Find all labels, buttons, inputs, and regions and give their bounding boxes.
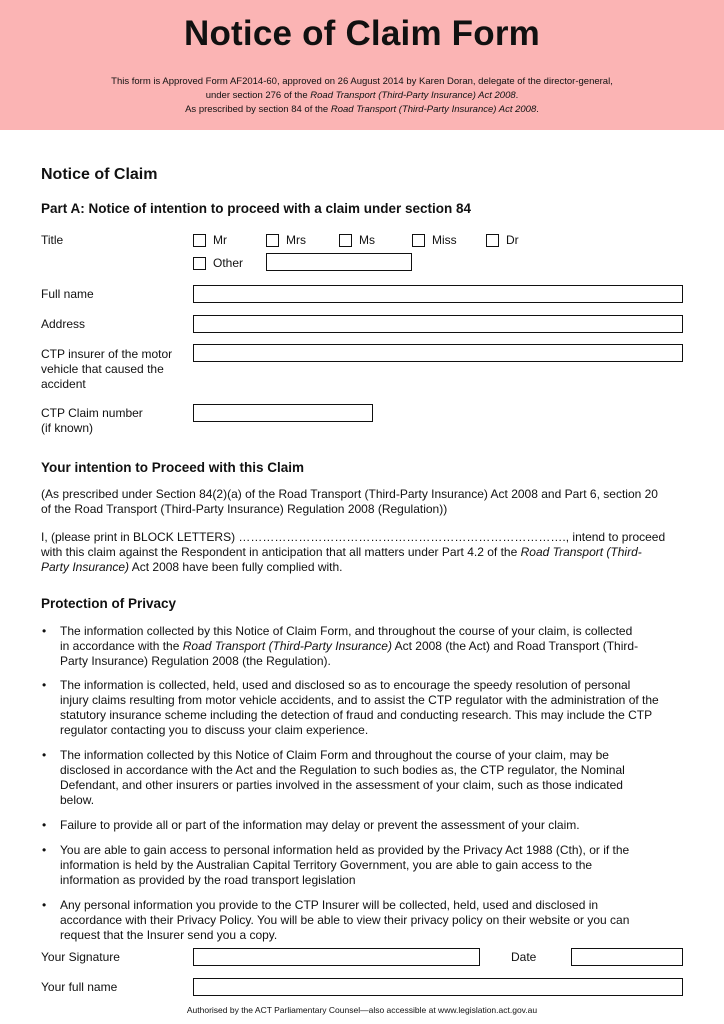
your-full-name-field[interactable] — [193, 978, 683, 996]
bullet-line: accordance with their Privacy Policy. You will be able to view their privacy policy on their website or you can — [60, 913, 630, 927]
your-full-name-label: Your full name — [41, 980, 118, 994]
title-mr-label: Mr — [213, 233, 227, 247]
ctp-insurer-label-line: accident — [41, 377, 86, 391]
paragraph-line: of the Road Transport (Third-Party Insurance) Regulation 2008 (Regulation)) — [41, 502, 448, 516]
bullet-text: in accordance with the — [60, 639, 183, 653]
bullet-line: Any personal information you provide to the CTP Insurer will be collected, held, used and disclosed in — [60, 898, 599, 912]
bullet-line: statutory insurance scheme including the detection of fraud and conducting research. This may include the CTP — [60, 708, 653, 722]
ctp-insurer-label-line: vehicle that caused the — [41, 362, 164, 376]
title-dr-checkbox[interactable] — [486, 234, 499, 247]
title-mrs-checkbox[interactable] — [266, 234, 279, 247]
claim-number-label-line: CTP Claim number — [41, 406, 143, 420]
bullet-line: disclosed in accordance with the Act and the Regulation to such bodies as, the CTP regulator, the Nominal — [60, 763, 625, 777]
title-label: Title — [41, 233, 64, 247]
section-276-line — [0, 89, 724, 103]
claim-number-label-line: (if known) — [41, 421, 94, 435]
bullet-line: The information collected by this Notice of Claim Form, and throughout the course of your claim, is collected — [60, 624, 633, 638]
privacy-heading: Protection of Privacy — [41, 596, 177, 611]
intention-paragraph-2 — [41, 530, 691, 575]
bullet-line: The information collected by this Notice of Claim Form and throughout the course of your claim, may be — [60, 748, 609, 762]
title-miss-label: Miss — [432, 233, 457, 247]
intention-paragraph-1 — [41, 487, 691, 517]
title-ms-checkbox[interactable] — [339, 234, 352, 247]
act-name: Road Transport (Third-Party Insurance) — [182, 639, 392, 653]
full-name-label: Full name — [41, 287, 94, 301]
signature-label: Your Signature — [41, 950, 120, 964]
title-mr-checkbox[interactable] — [193, 234, 206, 247]
act-name: Party Insurance) — [41, 560, 130, 574]
paragraph-text: with this claim against the Respondent in anticipation that all matters under Part 4.2 of the — [41, 545, 521, 559]
section-84-line — [0, 103, 724, 117]
bullet-line — [60, 639, 684, 654]
privacy-bullet-3 — [60, 748, 684, 808]
period: . — [536, 104, 539, 115]
bullet-line: regulator contacting you to discuss your claim experience. — [60, 723, 369, 737]
bullet-icon: • — [42, 898, 47, 912]
bullet-icon: • — [42, 748, 47, 762]
title-miss-checkbox[interactable] — [412, 234, 425, 247]
title-other-label: Other — [213, 256, 244, 270]
privacy-bullet-5 — [60, 843, 684, 888]
act-name: Road Transport (Third-Party Insurance) Act 2008 — [330, 104, 537, 115]
paragraph-line: I, (please print in BLOCK LETTERS) ………………………………………………………………………., intend to proceed — [41, 530, 666, 544]
act-name: Road Transport (Third-Party Insurance) Act 2008 — [310, 90, 516, 101]
ctp-insurer-field[interactable] — [193, 344, 683, 362]
address-label: Address — [41, 317, 86, 331]
form-header — [0, 0, 724, 130]
bullet-line: request that the Insurer send you a copy. — [60, 928, 278, 942]
date-label: Date — [511, 950, 537, 964]
signature-field[interactable] — [193, 948, 480, 966]
form-title: Notice of Claim Form — [184, 14, 540, 53]
privacy-bullet-1 — [60, 624, 684, 669]
bullet-line: You are able to gain access to personal information held as provided by the Privacy Act 1988 (Cth), or if the — [60, 843, 630, 857]
title-mrs-label: Mrs — [286, 233, 306, 247]
bullet-icon: • — [42, 678, 47, 692]
approval-line: This form is Approved Form AF2014-60, approved on 26 August 2014 by Karen Doran, delegate of the director-general, — [111, 76, 613, 87]
bullet-icon: • — [42, 843, 47, 857]
bullet-line: below. — [60, 793, 95, 807]
bullet-line: information as provided by the road transport legislation — [60, 873, 356, 887]
bullet-line: injury claims resulting from motor vehicle accidents, and to assist the CTP regulator with the administration of the — [60, 693, 659, 707]
footer-text: Authorised by the ACT Parliamentary Counsel—also accessible at www.legislation.act.gov.au — [186, 1005, 538, 1015]
privacy-bullet-6 — [60, 898, 684, 943]
bullet-icon: • — [42, 818, 47, 832]
bullet-line: Failure to provide all or part of the information may delay or prevent the assessment of your claim. — [60, 818, 580, 832]
ctp-insurer-label-line: CTP insurer of the motor — [41, 347, 173, 361]
period: . — [515, 90, 519, 101]
title-other-checkbox[interactable] — [193, 257, 206, 270]
title-other-field[interactable] — [266, 253, 412, 271]
bullet-icon: • — [42, 624, 47, 638]
bullet-line: Defendant, and other insurers or parties involved in the assessment of your claim, such as those indicated — [60, 778, 623, 792]
act-name: Road Transport (Third- — [520, 545, 642, 559]
title-ms-label: Ms — [359, 233, 375, 247]
paragraph-line: (As prescribed under Section 84(2)(a) of the Road Transport (Third-Party Insurance) Act 2008 and Part 6, section 20 — [41, 487, 658, 501]
claim-number-field[interactable] — [193, 404, 373, 422]
date-field[interactable] — [571, 948, 683, 966]
section-title: Notice of Claim — [41, 166, 158, 183]
ctp-insurer-label — [41, 347, 172, 392]
address-field[interactable] — [193, 315, 683, 333]
intention-heading: Your intention to Proceed with this Claim — [41, 460, 305, 475]
bullet-text: Act 2008 (the Act) and Road Transport (Third- — [391, 639, 639, 653]
paragraph-text: Act 2008 have been fully complied with. — [129, 560, 343, 574]
section-276-text: under section 276 of the — [205, 90, 311, 101]
bullet-line: The information is collected, held, used and disclosed so as to encourage the speedy resolution of personal — [60, 678, 631, 692]
paragraph-line — [41, 560, 691, 575]
bullet-line: Party Insurance) Regulation 2008 (the Regulation). — [60, 654, 331, 668]
paragraph-line — [41, 545, 691, 560]
section-84-text: As prescribed by section 84 of the — [185, 104, 331, 115]
part-a-title: Part A: Notice of intention to proceed with a claim under section 84 — [41, 201, 472, 216]
claim-number-label — [41, 406, 143, 436]
privacy-bullet-2 — [60, 678, 684, 738]
bullet-line: information is held by the Australian Capital Territory Government, you are able to gain access to the — [60, 858, 593, 872]
full-name-field[interactable] — [193, 285, 683, 303]
title-dr-label: Dr — [506, 233, 519, 247]
privacy-bullet-4 — [60, 818, 684, 833]
